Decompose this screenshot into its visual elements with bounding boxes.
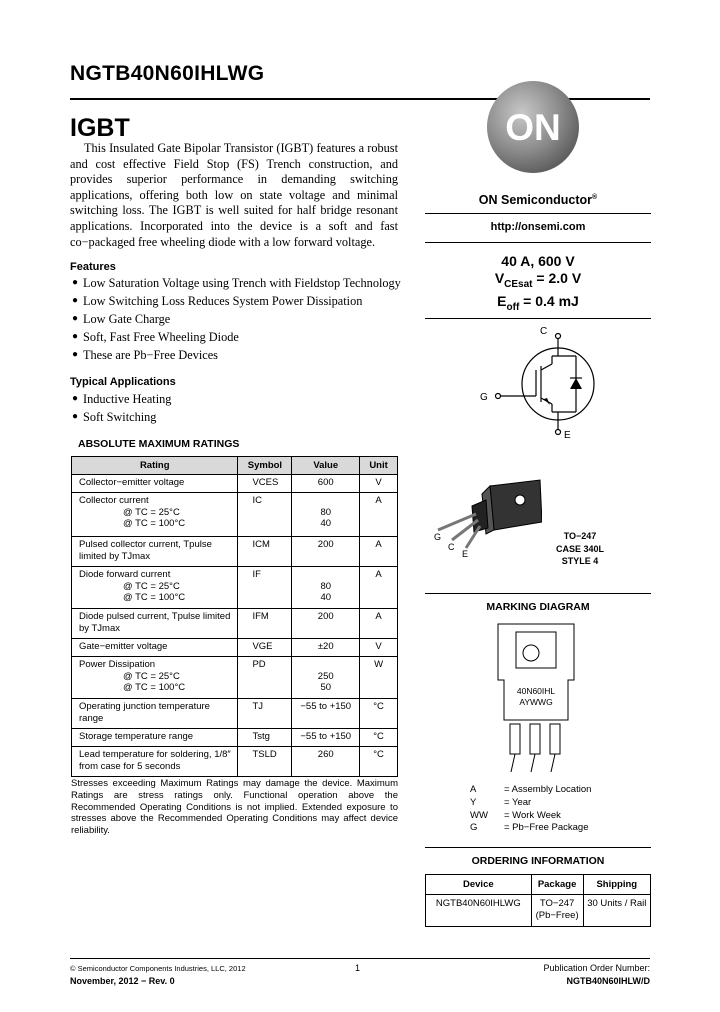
list-item: ● These are Pb−Free Devices	[72, 348, 218, 362]
value-cell: 250 50	[292, 657, 360, 699]
unit-cell: A	[360, 609, 398, 639]
svg-text:ON: ON	[505, 107, 561, 148]
rating-cell: Collector−emitter voltage	[72, 475, 238, 493]
rating-cell: Collector current @ TC = 25°C @ TC = 100°C	[72, 493, 238, 537]
value-cell: −55 to +150	[292, 729, 360, 747]
package-cell: TO−247 (Pb−Free)	[531, 895, 583, 927]
symbol-cell: TJ	[238, 699, 292, 729]
symbol-cell: IFM	[238, 609, 292, 639]
on-semiconductor-logo	[486, 80, 580, 174]
unit-cell: °C	[360, 747, 398, 777]
list-item: ● Low Switching Loss Reduces System Power Dissipation	[72, 294, 363, 308]
stress-note: Stresses exceeding Maximum Ratings may damage the device. Maximum Ratings are stress ratings only. Functional operation above the Recommended Operating Conditions is not implied. Extended exposure to stresses above the Recommended Operating Conditions may affect device reliability.	[71, 778, 398, 837]
spec-current-voltage: 40 A, 600 V	[501, 253, 575, 269]
brand-name: ON Semiconductor®	[478, 193, 598, 207]
rating-cell: Diode forward current @ TC = 25°C @ TC = 100°C	[72, 567, 238, 609]
spec-eoff: $E_{off} = 0.4$ mJ	[497, 292, 579, 313]
marking-diagram	[496, 620, 576, 780]
table-row	[72, 609, 398, 639]
shipping-cell: 30 Units / Rail	[583, 895, 650, 927]
rating-cell: Lead temperature for soldering, 1/8″ from case for 5 seconds	[72, 747, 238, 777]
publication-label: Publication Order Number:	[543, 963, 650, 973]
marking-diagram-title: MARKING DIAGRAM	[486, 601, 590, 613]
table-row	[72, 747, 398, 777]
table-row	[72, 657, 398, 699]
value-cell: −55 to +150	[292, 699, 360, 729]
symbol-cell: Tstg	[238, 729, 292, 747]
legend-row: G = Pb−Free Package	[470, 822, 589, 834]
symbol-cell: TSLD	[238, 747, 292, 777]
unit-cell: °C	[360, 699, 398, 729]
value-cell: 600	[292, 475, 360, 493]
symbol-cell: VGE	[238, 639, 292, 657]
svg-text:C: C	[448, 542, 455, 552]
table-header-row	[72, 457, 398, 475]
rating-cell: Gate−emitter voltage	[72, 639, 238, 657]
value-cell: ±20	[292, 639, 360, 657]
list-item: ● Inductive Heating	[72, 392, 172, 406]
value-cell: 200	[292, 537, 360, 567]
column-header: Device	[426, 875, 532, 895]
column-header: Symbol	[238, 457, 292, 475]
table-row	[72, 729, 398, 747]
legend-row: A = Assembly Location	[470, 784, 592, 795]
symbol-cell: PD	[238, 657, 292, 699]
svg-text:40N60IHL: 40N60IHL	[516, 686, 556, 696]
column-header: Rating	[72, 457, 238, 475]
intro-paragraph: This Insulated Gate Bipolar Transistor (IGBT) features a robust and cost effective Field Stop (FS) Trench construction, and provides superior performance in demanding switching applications, offering both low on state voltage and minimal switching loss. The IGBT is well suited for half bridge resonant applications. Incorporated into the device is a soft and fast co−packaged free wheeling diode with a low forward voltage.	[70, 141, 398, 249]
page-number: 1	[355, 963, 361, 973]
device-type-heading: IGBT	[70, 114, 130, 142]
igbt-schematic-symbol	[480, 326, 600, 446]
value-cell: 80 40	[292, 567, 360, 609]
table-row	[72, 567, 398, 609]
table-row	[72, 537, 398, 567]
svg-text:G: G	[480, 392, 488, 403]
unit-cell: A	[360, 567, 398, 609]
publication-number: NGTB40N60IHLW/D	[566, 976, 650, 986]
unit-cell: V	[360, 475, 398, 493]
column-header: Package	[531, 875, 583, 895]
divider	[425, 318, 651, 319]
divider	[425, 593, 651, 594]
absolute-maximum-ratings-table	[71, 456, 398, 777]
footer-rule	[70, 958, 650, 959]
table-row	[72, 699, 398, 729]
unit-cell: A	[360, 537, 398, 567]
features-list	[70, 274, 401, 364]
to247-package-drawing	[432, 478, 542, 558]
list-item: ● Low Saturation Voltage using Trench with Fieldstop Technology	[72, 276, 401, 290]
column-header: Unit	[360, 457, 398, 475]
column-header: Value	[292, 457, 360, 475]
svg-text:G: G	[434, 532, 442, 542]
divider	[425, 242, 651, 243]
legend-row: Y = Year	[470, 796, 532, 808]
applications-heading: Typical Applications	[70, 376, 176, 388]
table-row	[72, 639, 398, 657]
rating-cell: Storage temperature range	[72, 729, 238, 747]
symbol-cell: IF	[238, 567, 292, 609]
table-header-row	[426, 875, 651, 895]
legend-row: WW = Work Week	[470, 809, 561, 821]
ordering-info-title: ORDERING INFORMATION	[471, 855, 605, 867]
amr-title: ABSOLUTE MAXIMUM RATINGS	[78, 438, 240, 450]
spec-vcesat: $V_{CEsat} = 2.0$ V	[494, 270, 582, 290]
symbol-cell: ICM	[238, 537, 292, 567]
svg-text:AYWWG: AYWWG	[519, 697, 553, 707]
footer-date: November, 2012 − Rev. 0	[70, 976, 175, 986]
features-heading: Features	[70, 261, 116, 273]
unit-cell: V	[360, 639, 398, 657]
unit-cell: W	[360, 657, 398, 699]
value-cell: 200	[292, 609, 360, 639]
divider	[425, 847, 651, 848]
rating-cell: Diode pulsed current, Tpulse limited by TJmax	[72, 609, 238, 639]
package-caption: TO−247 CASE 340L STYLE 4	[555, 531, 605, 566]
table-row	[72, 493, 398, 537]
table-row	[426, 895, 651, 927]
symbol-cell: IC	[238, 493, 292, 537]
svg-text:E: E	[564, 430, 571, 441]
table-row	[72, 475, 398, 493]
part-number-title: NGTB40N60IHLWG	[70, 62, 265, 85]
unit-cell: °C	[360, 729, 398, 747]
svg-text:E: E	[462, 549, 469, 558]
rating-cell: Operating junction temperature range	[72, 699, 238, 729]
divider	[425, 213, 651, 214]
device-cell: NGTB40N60IHLWG	[426, 895, 532, 927]
value-cell: 260	[292, 747, 360, 777]
svg-text:C: C	[540, 326, 548, 337]
website-link[interactable]: http://onsemi.com	[490, 221, 586, 233]
ordering-info-table	[425, 874, 651, 927]
applications-list	[70, 390, 171, 426]
footer-copyright: © Semiconductor Components Industries, LLC, 2012	[70, 964, 246, 973]
symbol-cell: VCES	[238, 475, 292, 493]
key-specs	[425, 253, 651, 316]
column-header: Shipping	[583, 875, 650, 895]
unit-cell: A	[360, 493, 398, 537]
rating-cell: Power Dissipation @ TC = 25°C @ TC = 100°C	[72, 657, 238, 699]
list-item: ● Soft, Fast Free Wheeling Diode	[72, 330, 239, 344]
value-cell: 80 40	[292, 493, 360, 537]
list-item: ● Low Gate Charge	[72, 312, 171, 326]
rating-cell: Pulsed collector current, Tpulse limited by TJmax	[72, 537, 238, 567]
marking-legend	[470, 784, 591, 835]
list-item: ● Soft Switching	[72, 410, 157, 424]
